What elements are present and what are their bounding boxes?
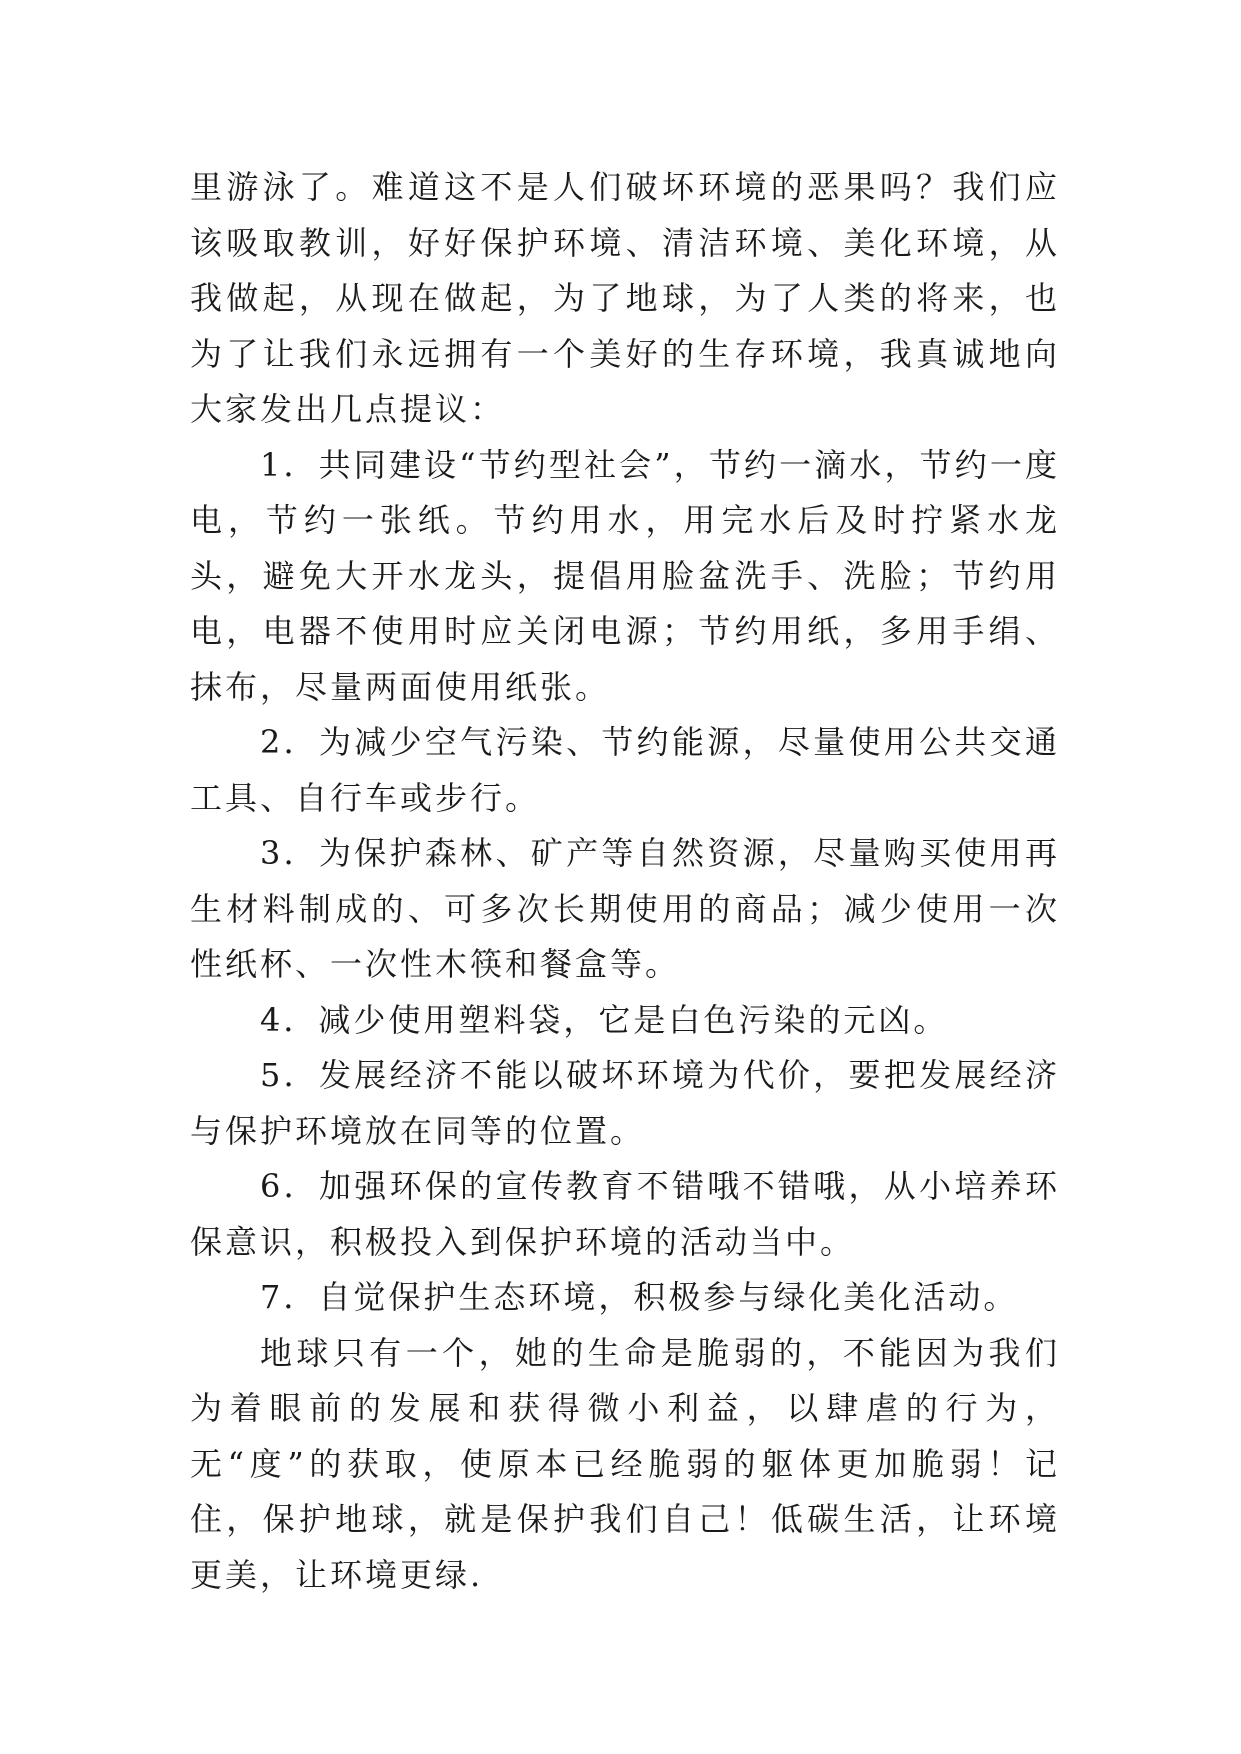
document-body bbox=[190, 160, 1060, 1603]
proposal-item-7: 7．自觉保护生态环境，积极参与绿化美化活动。 bbox=[260, 1278, 1019, 1316]
proposal-item-2: 2．为减少空气污染、节约能源，尽量使用公共交通工具、自行车或步行。 bbox=[190, 723, 1060, 817]
proposal-item-6: 6．加强环保的宣传教育不错哦不错哦，从小培养环保意识，积极投入到保护环境的活动当中。 bbox=[190, 1167, 1060, 1261]
proposal-item-5: 5．发展经济不能以破坏环境为代价，要把发展经济与保护环境放在同等的位置。 bbox=[190, 1056, 1060, 1150]
proposal-item-3: 3．为保护森林、矿产等自然资源，尽量购买使用再生材料制成的、可多次长期使用的商品；减少使用一次性纸杯、一次性木筷和餐盒等。 bbox=[190, 834, 1060, 983]
proposal-item-4: 4．减少使用塑料袋，它是白色污染的元凶。 bbox=[260, 1000, 949, 1039]
closing-paragraph: 地球只有一个，她的生命是脆弱的，不能因为我们为着眼前的发展和获得微小利益，以肆虐的行为，无“度”的获取，使原本已经脆弱的躯体更加脆弱！记住，保护地球，就是保护我们自己！低碳生活，让环境更美，让环境更绿. bbox=[190, 1333, 1060, 1594]
paragraph-continuation: 里游泳了。难道这不是人们破坏环境的恶果吗？我们应该吸取教训，好好保护环境、清洁环境、美化环境，从我做起，从现在做起，为了地球，为了人类的将来，也为了让我们永远拥有一个美好的生存环境，我真诚地向大家发出几点提议： bbox=[190, 168, 1060, 428]
proposal-item-1: 1．共同建设“节约型社会”，节约一滴水，节约一度电，节约一张纸。节约用水，用完水后及时拧紧水龙头，避免大开水龙头，提倡用脸盆洗手、洗脸；节约用电，电器不使用时应关闭电源；节约用纸，多用手绢、抹布，尽量两面使用纸张。 bbox=[190, 445, 1060, 706]
